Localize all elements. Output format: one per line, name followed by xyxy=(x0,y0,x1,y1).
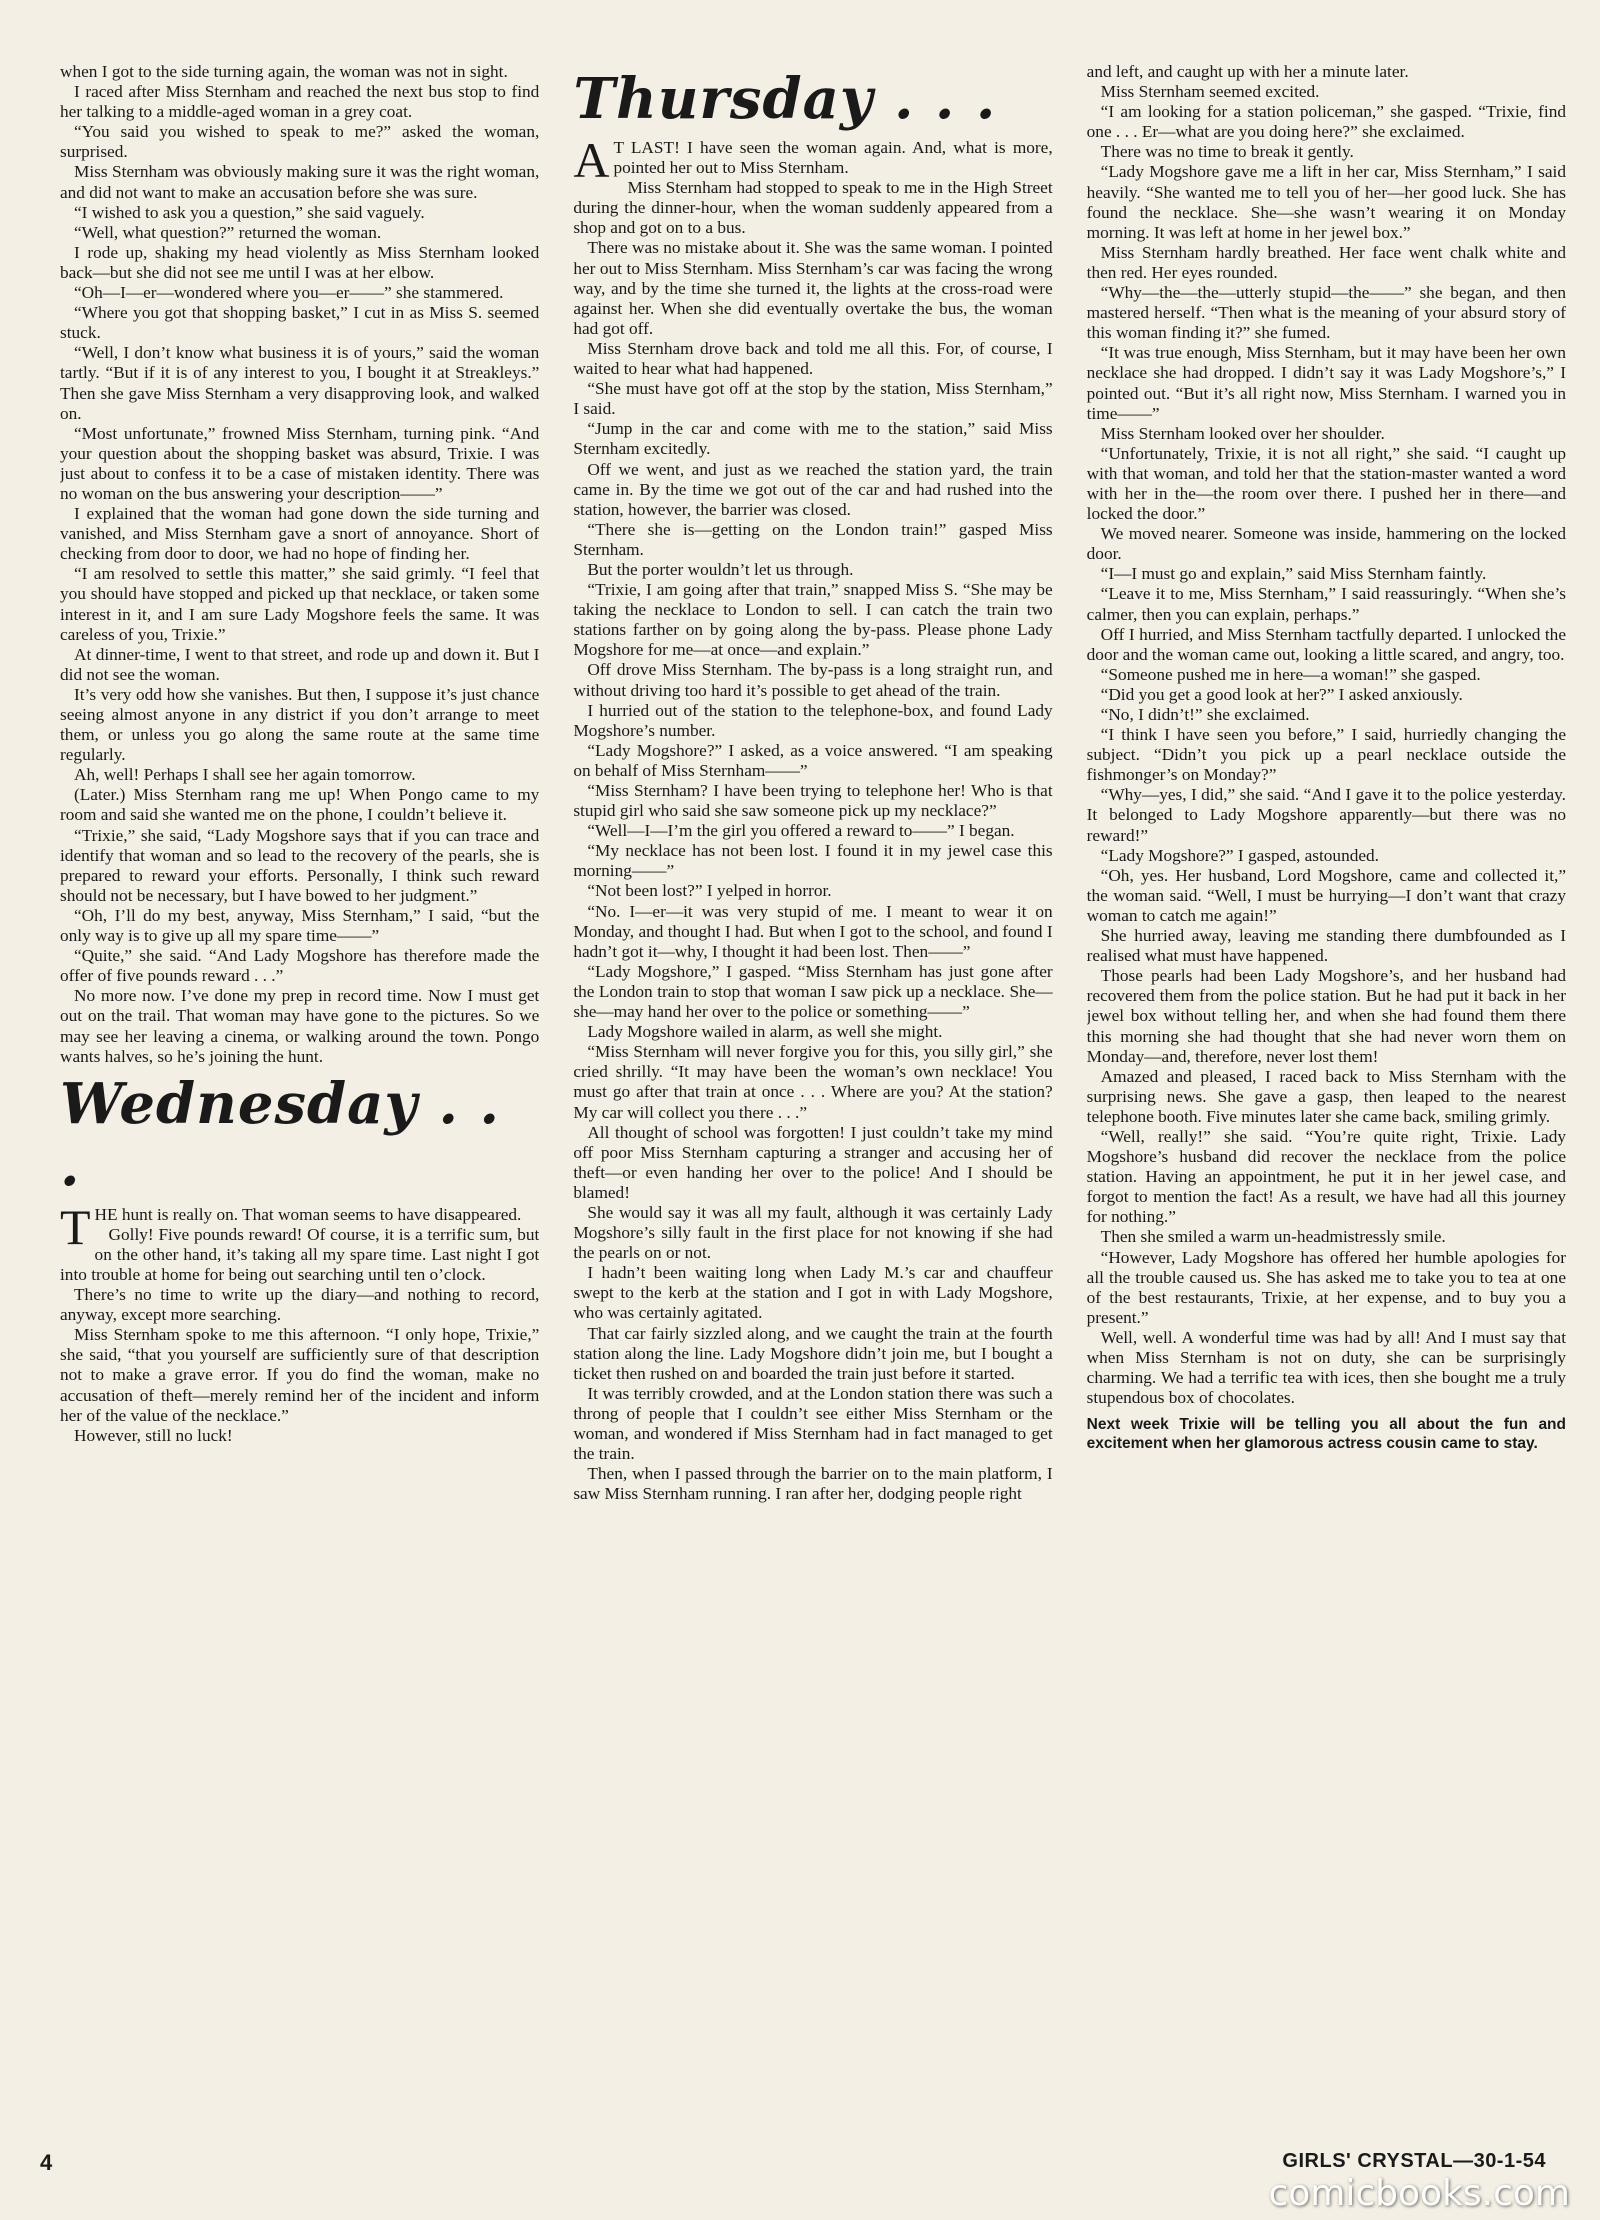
column-2 xyxy=(573,62,1052,2090)
paragraph: “It was true enough, Miss Sternham, but it may have been her own necklace she had dropped. I didn’t say it was Lady Mogshore’s,” I pointed out. “But it’s all right now, Miss Sternham. I warned you in time——” xyxy=(1086,343,1566,423)
paragraph: I hurried out of the station to the telephone-box, and found Lady Mogshore’s number. xyxy=(573,700,1053,740)
paragraph: All thought of school was forgotten! I just couldn’t take my mind off poor Miss Sternham capturing a stranger and accusing her of theft—or even handing her over to the police! And I should be blamed! xyxy=(573,1122,1053,1202)
paragraph: AT LAST! I have seen the woman again. And, what is more, pointed her out to Miss Sternham. xyxy=(573,132,1053,188)
paragraph: “Did you get a good look at her?” I asked anxiously. xyxy=(1100,684,1463,704)
paragraph: There’s no time to write up the diary—and nothing to record, anyway, except more searching. xyxy=(60,1285,540,1325)
paragraph: (Later.) Miss Sternham rang me up! When Pongo came to my room and said she wanted me on the phone, I couldn’t believe it. xyxy=(60,785,540,825)
paragraph: “Well—I—I’m the girl you offered a reward to——” I began. xyxy=(587,821,1015,841)
paragraph: “Trixie,” she said, “Lady Mogshore says that if you can trace and identify that woman and so lead to the recovery of the pearls, she is prepared to reward your efforts. Personally, I think such reward should not be necessary, but I have bowed to her judgment.” xyxy=(60,825,540,905)
paragraph: “Lady Mogshore?” I gasped, astounded. xyxy=(1100,845,1379,865)
paragraph: “Someone pushed me in here—a woman!” she gasped. xyxy=(1100,664,1481,684)
paragraph: I explained that the woman had gone down the side turning and vanished, and Miss Sternham gave a snort of annoyance. Short of checking from door to door, we had no hope of finding her. xyxy=(60,504,540,564)
site-watermark: comicbooks.com xyxy=(1268,2173,1570,2214)
paragraph: Then, when I passed through the barrier on to the main platform, I saw Miss Sternham running. I ran after her, dodging people right xyxy=(573,1464,1053,1504)
paragraph: “Why—the—the—utterly stupid—the——” she began, and then mastered herself. “Then what is the meaning of your absurd story of this woman finding it?” she fumed. xyxy=(1086,283,1566,343)
paragraph: “Lady Mogshore gave me a lift in her car, Miss Sternham,” I said heavily. “She wanted me to tell you of her—her good luck. She has found the necklace. She—she wasn’t wearing it on Monday morning. It was left at home in her jewel box.” xyxy=(1086,162,1566,242)
paragraph: “No. I—er—it was very stupid of me. I meant to wear it on Monday, and thought I had. But when I got to the school, and found I hadn’t got it—why, I thought it had been lost. Then——” xyxy=(573,901,1053,961)
paragraph: Off I hurried, and Miss Sternham tactfully departed. I unlocked the door and the woman came out, looking a little scared, and angry, too. xyxy=(1086,624,1566,664)
paragraph: Miss Sternham drove back and told me all this. For, of course, I waited to hear what had happened. xyxy=(573,338,1053,379)
paragraph: She hurried away, leaving me standing there dumbfounded as I realised what must have happened. xyxy=(1086,926,1566,966)
paragraph: “No, I didn’t!” she exclaimed. xyxy=(1100,705,1310,724)
paragraph: No more now. I’ve done my prep in record time. Now I must get out on the trail. That woman may have gone to the pictures. So we may see her leaving a cinema, or walking around the town. Pongo wants halves, so he’s joining the hunt. xyxy=(60,986,540,1066)
paragraph: “My necklace has not been lost. I found it in my jewel case this morning——” xyxy=(573,841,1053,881)
column-1 xyxy=(60,62,539,2090)
paragraph: THE hunt is really on. That woman seems to have disappeared. xyxy=(60,1198,522,1255)
paragraph: Miss Sternham spoke to me this afternoon. “I only hope, Trixie,” she said, “that you yourself are sufficiently sure of that description not to make a grave error. If you do find the woman, make no accusation of theft—merely remind her of the incident and inform her of the value of the necklace.” xyxy=(60,1325,540,1425)
paragraph: It’s very odd how she vanishes. But then, I suppose it’s just chance seeing almost anyone in any district if you don’t arrange to meet them, or unless you go along the same route at the same time regularly. xyxy=(60,684,540,765)
paragraph: “Miss Sternham will never forgive you for this, you silly girl,” she cried shrilly. “It may have been the woman’s own necklace! You must go after that train at once . . . Where are you? At the station? My car will collect you there . . .” xyxy=(573,1042,1053,1122)
paragraph: “Oh, I’ll do my best, anyway, Miss Sternham,” I said, “but the only way is to give up all my spare time——” xyxy=(60,905,540,946)
paragraph: I hadn’t been waiting long when Lady M.’s car and chauffeur swept to the kerb at the station and I got in with Lady Mogshore, who was certainly agitated. xyxy=(573,1263,1053,1323)
paragraph: “Where you got that shopping basket,” I cut in as Miss S. seemed stuck. xyxy=(60,303,540,343)
paragraph: Golly! Five pounds reward! Of course, it is a terrific sum, but on the other hand, it’s taking all my spare time. Last night I got into trouble at home for being out searching until ten o’clock. xyxy=(60,1224,540,1284)
paragraph: Well, well. A wonderful time was had by all! And I must say that when Miss Sternham is not on duty, she can be surprisingly charming. We had a terrific tea with ices, then she bought me a truly stupendous box of chocolates. xyxy=(1086,1327,1566,1408)
paragraph: “She must have got off at the stop by the station, Miss Sternham,” I said. xyxy=(573,379,1053,419)
paragraph: Miss Sternham hardly breathed. Her face went chalk white and then red. Her eyes rounded. xyxy=(1086,242,1566,282)
paragraph: Off drove Miss Sternham. The by-pass is a long straight run, and without driving too hard it’s possible to get ahead of the train. xyxy=(573,660,1053,700)
paragraph: Miss Sternham was obviously making sure it was the right woman, and did not want to make an accusation before she was sure. xyxy=(60,162,540,202)
paragraph: Amazed and pleased, I raced back to Miss Sternham with the surprising news. She gave a gasp, then leaped to the nearest telephone booth. Five minutes later she came back, smiling grimly. xyxy=(1086,1066,1566,1126)
paragraph: “I am resolved to settle this matter,” she said grimly. “I feel that you should have stopped and picked up that necklace, or taken some interest in it, and I am sure Lady Mogshore feels the same. It was careless of you, Trixie.” xyxy=(60,564,540,644)
paragraph: when I got to the side turning again, the woman was not in sight. xyxy=(60,62,508,81)
paragraph: “Unfortunately, Trixie, it is not all right,” she said. “I caught up with that woman, and told her that the station-master wanted a word with her in the—the room over there. I pushed her in there—and locked the door.” xyxy=(1086,443,1566,524)
paragraph: Ah, well! Perhaps I shall see her again tomorrow. xyxy=(74,765,416,785)
paragraph: “I think I have seen you before,” I said, hurriedly changing the subject. “Didn’t you pick up a pearl necklace outside the fishmonger’s on Monday?” xyxy=(1086,725,1566,785)
next-week-teaser: Next week Trixie will be telling you all about the fun and excitement when her glamorous actress cousin came to stay. xyxy=(1086,1416,1566,1452)
paragraph: “Well, what question?” returned the woman. xyxy=(74,222,382,242)
paragraph: However, still no luck! xyxy=(74,1425,233,1445)
paragraph: Those pearls had been Lady Mogshore’s, and her husband had recovered them from the police station. But he had put it back in her jewel box without telling her, and when she had found them there this morning she had thought that she had never worn them on Monday—and, therefore, never lost them! xyxy=(1086,966,1566,1066)
paragraph: “Not been lost?” I yelped in horror. xyxy=(587,881,832,901)
paragraph: There was no time to break it gently. xyxy=(1100,142,1354,162)
page-number: 4 xyxy=(40,2150,53,2175)
paragraph: “Leave it to me, Miss Sternham,” I said reassuringly. “When she’s calmer, then you can explain, perhaps.” xyxy=(1086,584,1566,624)
paragraph: “Well, really!” she said. “You’re quite right, Trixie. Lady Mogshore’s husband did recover the necklace from the police station. Having an appointment, he put it in her jewel case, and forgot to mention the fact! As a result, we have had all this journey for nothing.” xyxy=(1086,1126,1566,1227)
paragraph: “Most unfortunate,” frowned Miss Sternham, turning pink. “And your question about the shopping basket was absurd, Trixie. I was just about to confess it to be a case of mistaken identity. There was no woman on the bus answering your description——” xyxy=(60,423,540,503)
paragraph: Then she smiled a warm un-headmistressly smile. xyxy=(1100,1227,1446,1247)
paragraph: That car fairly sizzled along, and we caught the train at the fourth station along the line. Lady Mogshore didn’t join me, but I bought a ticket then rushed on and boarded the train just before it started. xyxy=(573,1323,1053,1383)
paragraph: I rode up, shaking my head violently as Miss Sternham looked back—but she did not see me until I was at her elbow. xyxy=(60,242,540,282)
paragraph: “I wished to ask you a question,” she said vaguely. xyxy=(74,202,425,222)
column-3 xyxy=(1087,62,1566,2090)
paragraph: and left, and caught up with her a minute later. xyxy=(1086,62,1409,81)
paragraph: It was terribly crowded, and at the London station there was such a throng of people that I couldn’t see either Miss Sternham or the woman, and wondered if Miss Sternham had in fact managed to get the train. xyxy=(573,1383,1053,1464)
paragraph: Miss Sternham had stopped to speak to me in the High Street during the dinner-hour, when the woman suddenly appeared from a shop and got on to a bus. xyxy=(573,178,1053,238)
magazine-issue-credit: GIRLS' CRYSTAL—30-1-54 xyxy=(1282,2150,1546,2172)
paragraph: “Jump in the car and come with me to the station,” said Miss Sternham excitedly. xyxy=(573,419,1053,459)
paragraph: At dinner-time, I went to that street, and rode up and down it. But I did not see the woman. xyxy=(60,644,540,684)
paragraph: “I am looking for a station policeman,” she gasped. “Trixie, find one . . . Er—what are you doing here?” she exclaimed. xyxy=(1086,102,1566,142)
paragraph: Miss Sternham looked over her shoulder. xyxy=(1100,423,1385,443)
paragraph: But the porter wouldn’t let us through. xyxy=(587,559,854,579)
section-heading-thursday: Thursday . . . xyxy=(573,66,997,132)
paragraph: “Lady Mogshore,” I gasped. “Miss Sternham has just gone after the London train to stop that woman I saw pick up a necklace. She—she—may hand her over to the police or something——” xyxy=(573,961,1053,1022)
paragraph: Miss Sternham seemed excited. xyxy=(1100,82,1320,102)
paragraph: “There she is—getting on the London train!” gasped Miss Sternham. xyxy=(573,519,1053,559)
paragraph: Off we went, and just as we reached the station yard, the train came in. By the time we got out of the car and had rushed into the station, however, the barrier was closed. xyxy=(573,459,1053,519)
paragraph: “Lady Mogshore?” I asked, as a voice answered. “I am speaking on behalf of Miss Sternham——” xyxy=(573,740,1053,780)
paragraph: I raced after Miss Sternham and reached the next bus stop to find her talking to a middle-aged woman in a grey coat. xyxy=(60,82,540,122)
paragraph: “Trixie, I am going after that train,” snapped Miss S. “She may be taking the necklace to London to sell. I can catch the train two stations farther on by going along the by-pass. Please phone Lady Mogshore for me—at once—and explain.” xyxy=(573,580,1053,660)
paragraph: “Quite,” she said. “And Lady Mogshore has therefore made the offer of five pounds reward . . .” xyxy=(60,946,540,986)
paragraph: We moved nearer. Someone was inside, hammering on the locked door. xyxy=(1086,524,1566,564)
paragraph: “Oh, yes. Her husband, Lord Mogshore, came and collected it,” the woman said. “Well, I must be hurrying—I don’t want that crazy woman to catch me again!” xyxy=(1086,865,1566,925)
paragraph: She would say it was all my fault, although it was certainly Lady Mogshore’s silly fault in the first place for not knowing if she had the pearls on or not. xyxy=(573,1202,1053,1263)
section-heading-wednesday: Wednesday . . . xyxy=(60,1070,500,1199)
paragraph: “However, Lady Mogshore has offered her humble apologies for all the trouble caused us. She has asked me to take you to tea at one of the best restaurants, Trixie, at her expense, and to buy you a present.” xyxy=(1086,1247,1566,1327)
paragraph: “Miss Sternham? I have been trying to telephone her! Who is that stupid girl who said she saw someone pick up my necklace?” xyxy=(573,781,1053,821)
paragraph: “I—I must go and explain,” said Miss Sternham faintly. xyxy=(1100,564,1487,584)
paragraph: “Oh—I—er—wondered where you—er——” she stammered. xyxy=(74,283,504,303)
paragraph: There was no mistake about it. She was the same woman. I pointed her out to Miss Sternham. Miss Sternham’s car was facing the wrong way, and by the time she turned it, the lights at the cross-road were against her. When she did eventually overtake the bus, the woman had got off. xyxy=(573,238,1053,338)
paragraph: “Why—yes, I did,” she said. “And I gave it to the police yesterday. It belonged to Lady Mogshore apparently—but there was no reward!” xyxy=(1086,785,1566,845)
paragraph: “Well, I don’t know what business it is of yours,” said the woman tartly. “But if it is of any interest to you, I bought it at Streakleys.” Then she gave Miss Sternham a very disapproving look, and walked on. xyxy=(60,343,540,423)
text-columns xyxy=(60,62,1566,2090)
paragraph: “You said you wished to speak to me?” asked the woman, surprised. xyxy=(60,122,540,162)
paragraph: Lady Mogshore wailed in alarm, as well she might. xyxy=(587,1022,943,1042)
